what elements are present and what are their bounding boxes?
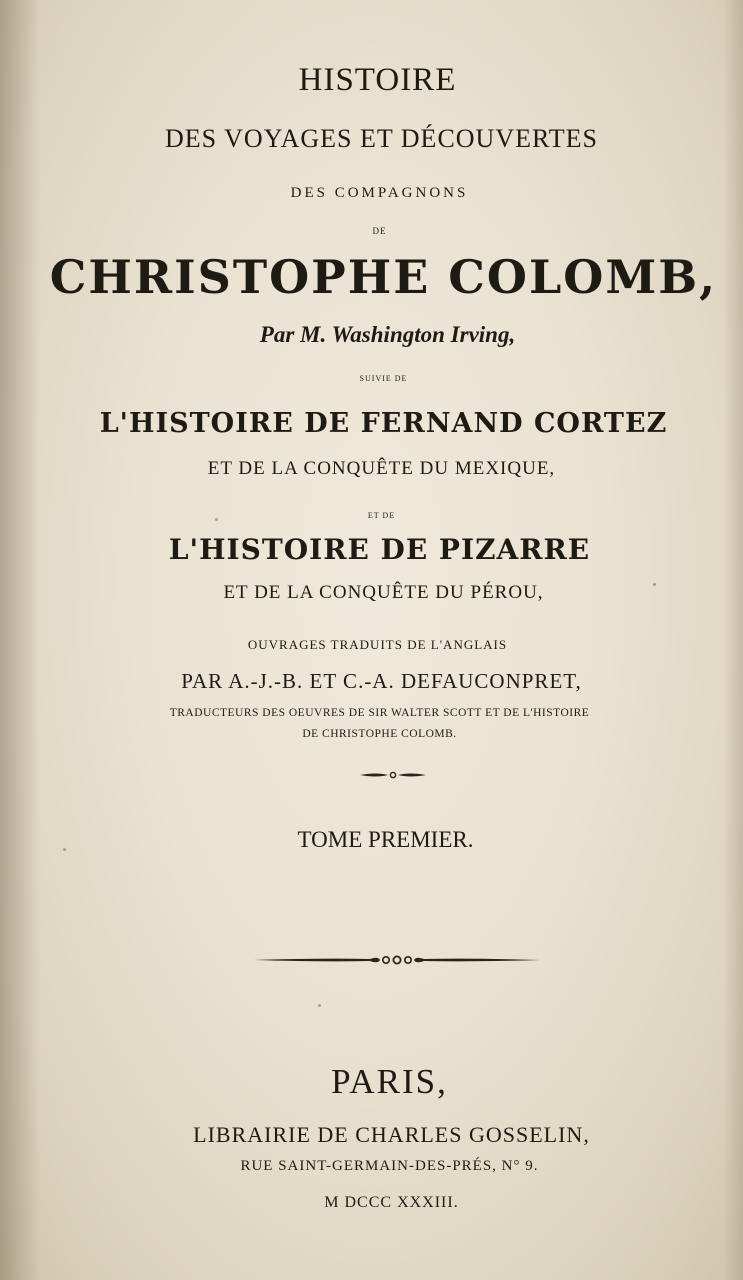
- volume-label: TOME PREMIER.: [297, 827, 474, 852]
- paper-speck: [63, 848, 66, 851]
- imprint-publisher: LIBRAIRIE DE CHARLES GOSSELIN,: [193, 1122, 590, 1147]
- heading-histoire: HISTOIRE: [298, 62, 457, 98]
- imprint-city: PARIS,: [331, 1062, 448, 1101]
- heading-christophe-colomb: CHRISTOPHE COLOMB,: [49, 250, 718, 304]
- paper-speck: [653, 583, 656, 586]
- connector-de: DE: [372, 226, 387, 236]
- imprint-address: RUE SAINT-GERMAIN-DES-PRÉS, N° 9.: [240, 1158, 539, 1174]
- author-line: Par M. Washington Irving,: [259, 322, 516, 347]
- heading-pizarre: L'HISTOIRE DE PIZARRE: [168, 533, 591, 566]
- translators-credit-line-1: TRADUCTEURS DES OEUVRES DE SIR WALTER SCOTT ET DE L'HISTOIRE: [169, 707, 590, 719]
- ornament-rule-large-icon: [252, 950, 542, 970]
- paper-speck: [215, 518, 218, 521]
- translation-note: OUVRAGES TRADUITS DE L'ANGLAIS: [247, 637, 508, 652]
- translators-credit-line-2: DE CHRISTOPHE COLOMB.: [302, 728, 457, 740]
- heading-cortez: L'HISTOIRE DE FERNAND CORTEZ: [99, 408, 668, 439]
- heading-compagnons: DES COMPAGNONS: [290, 185, 469, 201]
- ornament-rule-small-icon: [358, 768, 428, 782]
- connector-suivie: SUIVIE DE: [359, 374, 408, 383]
- subheading-perou: ET DE LA CONQUÊTE DU PÉROU,: [223, 582, 544, 603]
- subheading-mexique: ET DE LA CONQUÊTE DU MEXIQUE,: [207, 458, 556, 479]
- paper-speck: [318, 1004, 321, 1007]
- translators-line: PAR A.-J.-B. ET C.-A. DEFAUCONPRET,: [181, 669, 582, 693]
- imprint-year: M DCCC XXXIII.: [324, 1194, 459, 1211]
- heading-voyages: DES VOYAGES ET DÉCOUVERTES: [165, 124, 598, 153]
- connector-et-de: ET DE: [367, 511, 396, 520]
